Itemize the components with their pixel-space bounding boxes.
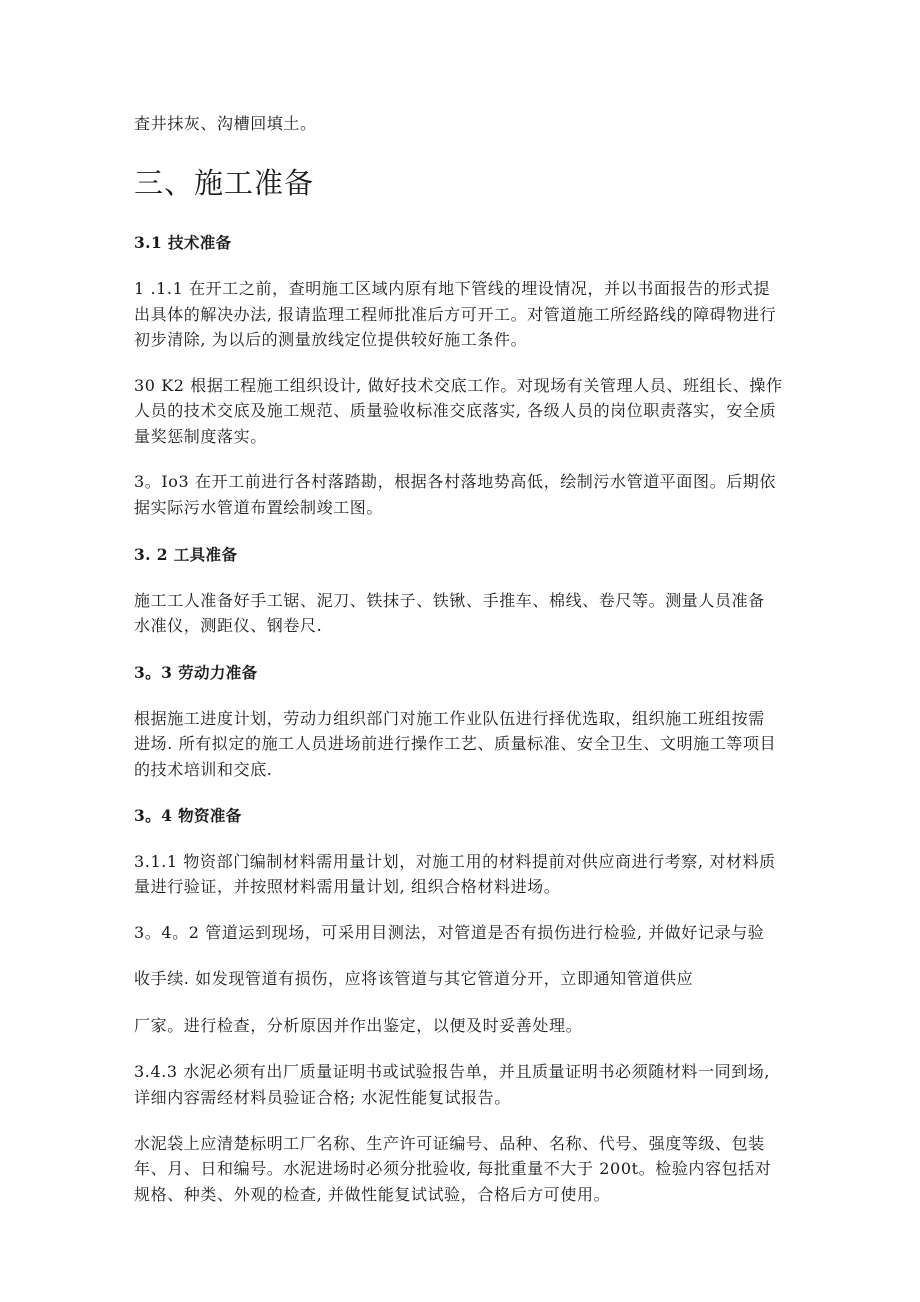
- text-line: 详细内容需经材料员验证合格; 水泥性能复试报告。: [134, 1088, 511, 1107]
- text-line: 30 K2 根据工程施工组织设计, 做好技术交底工作。对现场有关管理人员、班组长、操作: [134, 376, 783, 395]
- text-line: 人员的技术交底及施工规范、质量验收标准交底落实, 各级人员的岗位职责落实，安全质: [134, 401, 777, 420]
- text-line: 1 .1.1 在开工之前，查明施工区域内原有地下管线的埋设情况，并以书面报告的形式提: [134, 279, 771, 298]
- text-line: 年、月、日和编号。水泥进场时必须分批验收, 每批重量不大于 200t。检验内容包括对: [134, 1159, 772, 1178]
- text-line: 规格、种类、外观的检查, 并做性能复试试验，合格后方可使用。: [134, 1185, 611, 1204]
- paragraph-3-4-2-end: 厂家。进行检查，分析原因并作出鉴定，以便及时妥善处理。: [134, 1016, 583, 1035]
- subsection-heading-3-2: 3. 2 工具准备: [134, 545, 238, 564]
- text-line: 据实际污水管道布置绘制竣工图。: [134, 498, 384, 517]
- text-line: 3.1.1 物资部门编制材料需用量计划，对施工用的材料提前对供应商进行考察, 对材料质: [134, 852, 776, 871]
- subsection-heading-3-4: 3。4 物资准备: [134, 806, 242, 825]
- paragraph-3-4-2: 3。4。2 管道运到现场，可采用目测法，对管道是否有损伤进行检验, 并做好记录与验: [134, 923, 765, 942]
- text-line: 出具体的解决办法, 报请监理工程师批准后方可开工。对管道施工所经路线的障碍物进行: [134, 305, 777, 324]
- paragraph-3-4-2-cont: 收手续. 如发现管道有损伤，应将该管道与其它管道分开，立即通知管道供应: [134, 969, 694, 988]
- text-line: 水泥袋上应清楚标明工厂名称、生产许可证编号、品种、名称、代号、强度等级、包装: [134, 1134, 765, 1153]
- intro-tail-line: 査井抹灰、沟槽回填土。: [134, 114, 317, 133]
- text-line: 量进行验证，并按照材料需用量计划, 组织合格材料进场。: [134, 877, 561, 896]
- subsection-heading-3-1: 3.1 技术准备: [134, 233, 232, 252]
- text-line: 的技术培训和交底.: [134, 760, 273, 779]
- text-line: 施工工人准备好手工锯、泥刀、铁抹子、铁锹、手推车、棉线、卷尺等。测量人员准备: [134, 591, 765, 610]
- text-line: 量奖惩制度落实。: [134, 427, 267, 446]
- section-title: 三、施工准备: [134, 166, 315, 200]
- text-line: 初步清除, 为以后的测量放线定位提供较好施工条件。: [134, 330, 528, 349]
- text-line: 3.4.3 水泥必须有出厂质量证明书或试验报告单，并且质量证明书必须随材料一同到场,: [134, 1062, 771, 1081]
- text-line: 进场. 所有拟定的施工人员进场前进行操作工艺、质量标准、安全卫生、文明施工等项目: [134, 734, 777, 753]
- text-line: 根据施工进度计划，劳动力组织部门对施工作业队伍进行择优选取，组织施工班组按需: [134, 709, 765, 728]
- text-line: 水准仪，测距仪、钢卷尺.: [134, 616, 323, 635]
- text-line: 3。Io3 在开工前进行各村落踏勘，根据各村落地势高低，绘制污水管道平面图。后期依: [134, 472, 776, 491]
- subsection-heading-3-3: 3。3 劳动力准备: [134, 663, 258, 682]
